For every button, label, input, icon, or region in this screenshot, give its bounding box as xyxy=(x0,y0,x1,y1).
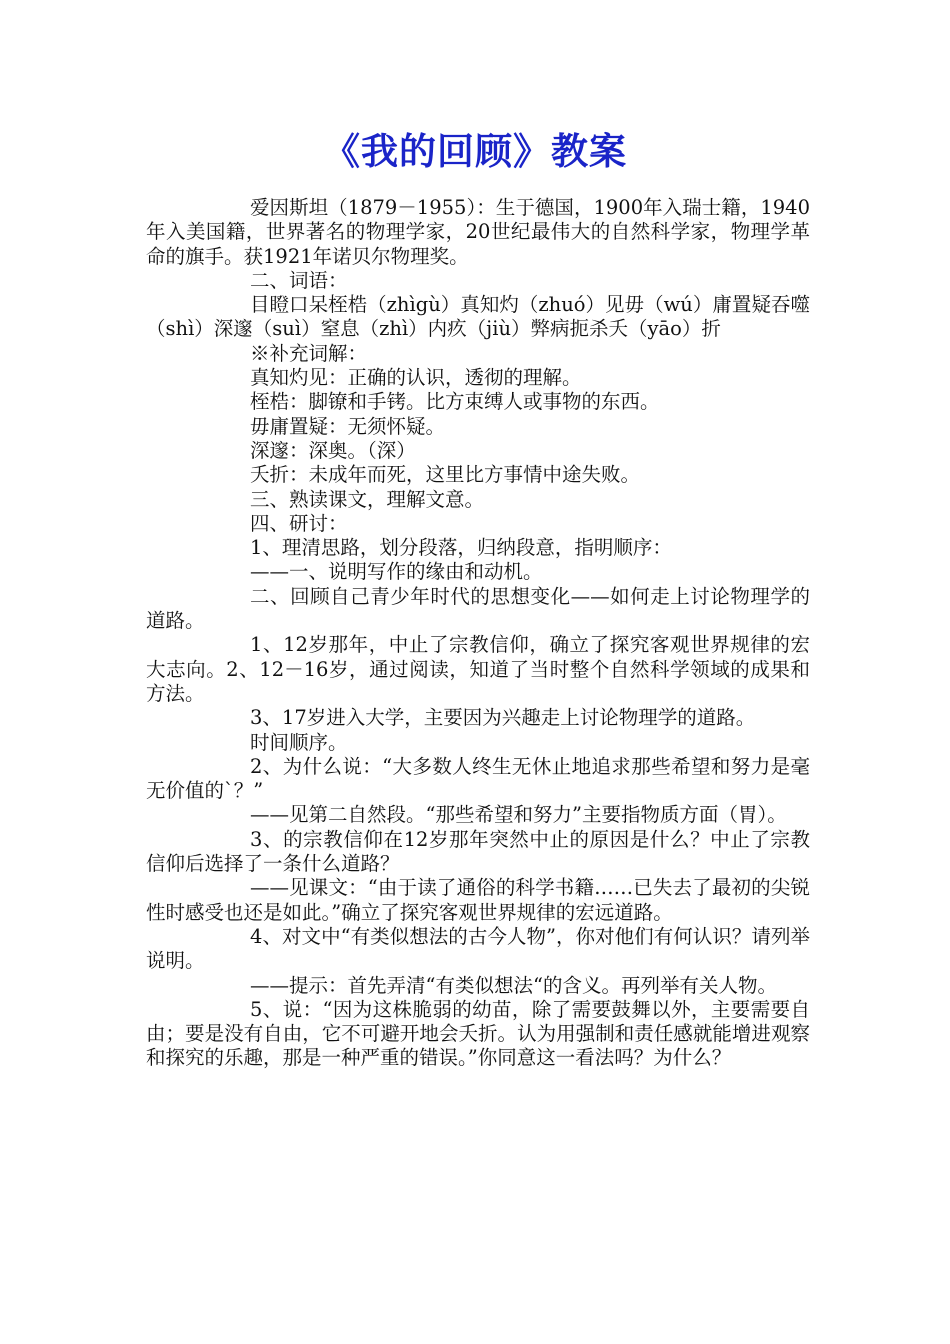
paragraph-intro: 爱因斯坦（1879－1955）：生于德国，1900年入瑞士籍，1940年入美国籍，世界著名的物理学家，20世纪最伟大的自然科学家，物理学革命的旗手。获1921年诺贝尔物理奖。 xyxy=(146,196,810,268)
paragraph-definition: 桎梏：脚镣和手铐。比方束缚人或事物的东西。 xyxy=(250,390,660,414)
paragraph-question: 5、说：“因为这株脆弱的幼苗，除了需要鼓舞以外，主要需要自由；要是没有自由，它不可避开地会夭折。认为用强制和责任感就能增进观察和探究的乐趣，那是一种严重的错误。”你同意这一看法吗？为什么？ xyxy=(146,997,810,1070)
paragraph-vocab-list: 目瞪口呆桎梏（zhìgù）真知灼（zhuó）见毋（wú）庸置疑吞噬（shì）深邃（suì）窒息（zhì）内疚（jiù）弊病扼杀夭（yāo）折 xyxy=(146,293,810,341)
document-title: 《我的回顾》教案 xyxy=(323,130,627,173)
paragraph-supplement-heading: ※补充词解： xyxy=(250,341,368,365)
section-heading-reading: 三、熟读课文，理解文意。 xyxy=(250,487,485,511)
document-body xyxy=(146,196,810,1071)
paragraph-question: 2、为什么说：“大多数人终生无休止地追求那些希望和努力是毫无价值的`？” xyxy=(146,754,810,803)
section-heading-discussion: 四、研讨： xyxy=(250,511,348,535)
paragraph-answer: ——见第二自然段。“那些希望和努力”主要指物质方面（胃）。 xyxy=(250,803,787,827)
paragraph-definition: 夭折：未成年而死，这里比方事情中途失败。 xyxy=(250,463,641,487)
paragraph-answer: ——见课文：“由于读了通俗的科学书籍……已失去了最初的尖锐性时感受也还是如此。”确立了探究客观世界规律的宏远道路。 xyxy=(146,876,810,924)
paragraph-question: 4、对文中“有类似想法的古今人物”，你对他们有何认识？请列举说明。 xyxy=(146,924,810,973)
paragraph-answer: 3、17岁进入大学，主要因为兴趣走上讨论物理学的道路。 xyxy=(250,706,756,730)
paragraph-question: 1、理清思路，划分段落，归纳段意，指明顺序： xyxy=(250,536,672,560)
paragraph-answer: ——提示：首先弄清“有类似想法“的含义。再列举有关人物。 xyxy=(250,973,777,997)
paragraph-definition: 深邃：深奥。（深） xyxy=(250,438,416,462)
paragraph-answer: 1、12岁那年，中止了宗教信仰，确立了探究客观世界规律的宏大志向。2、12－16岁，通过阅读，知道了当时整个自然科学领域的成果和方法。 xyxy=(146,633,810,705)
paragraph-answer: ——一、说明写作的缘由和动机。 xyxy=(250,560,543,584)
paragraph-definition: 真知灼见：正确的认识，透彻的理解。 xyxy=(250,366,582,390)
section-heading-vocab: 二、词语： xyxy=(250,268,348,292)
paragraph-definition: 毋庸置疑：无须怀疑。 xyxy=(250,414,446,438)
paragraph-answer: 时间顺序。 xyxy=(250,730,348,754)
paragraph-answer: 二、回顾自己青少年时代的思想变化——如何走上讨论物理学的道路。 xyxy=(146,584,810,633)
paragraph-question: 3、的宗教信仰在12岁那年突然中止的原因是什么？中止了宗教信仰后选择了一条什么道路？ xyxy=(146,827,810,876)
